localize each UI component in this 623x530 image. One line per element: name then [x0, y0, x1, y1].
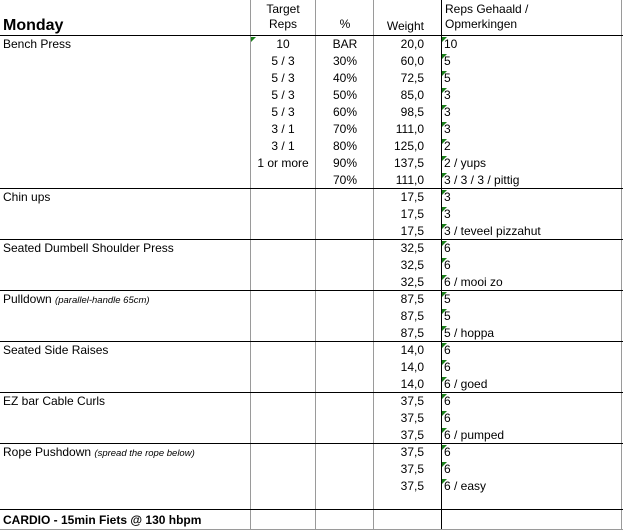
percent-cell[interactable]: 70%	[332, 173, 358, 187]
cell-comment-indicator-icon	[442, 105, 447, 110]
cell-comment-indicator-icon	[442, 224, 447, 229]
exercise-name	[3, 36, 71, 53]
reps-achieved-cell[interactable]: 2 / yups	[444, 156, 487, 170]
reps-achieved-cell[interactable]: 6 / mooi zo	[444, 275, 503, 289]
percent-cell[interactable]: 40%	[332, 71, 358, 85]
reps-achieved-cell[interactable]: 3	[444, 105, 451, 119]
weight-cell[interactable]: 17,5	[400, 207, 424, 221]
cell-comment-indicator-icon	[442, 309, 447, 314]
cell-comment-indicator-icon	[442, 156, 447, 161]
exercise-name	[3, 291, 150, 309]
cell-comment-indicator-icon	[442, 428, 447, 433]
weight-cell[interactable]: 87,5	[400, 292, 424, 306]
cell-comment-indicator-icon	[251, 37, 256, 42]
reps-achieved-cell[interactable]: 6 / easy	[444, 479, 487, 493]
weight-cell[interactable]: 20,0	[400, 37, 424, 51]
reps-achieved-cell[interactable]: 3	[444, 88, 451, 102]
reps-achieved-cell[interactable]: 6	[444, 360, 451, 374]
cell-comment-indicator-icon	[442, 343, 447, 348]
reps-achieved-cell[interactable]: 5	[444, 292, 451, 306]
percent-cell[interactable]: 80%	[332, 139, 358, 153]
weight-cell[interactable]: 125,0	[393, 139, 424, 153]
percent-cell[interactable]: 50%	[332, 88, 358, 102]
reps-achieved-cell[interactable]: 6	[444, 394, 451, 408]
cell-comment-indicator-icon	[442, 360, 447, 365]
reps-achieved-cell[interactable]: 5	[444, 54, 451, 68]
notes-header-line2: Opmerkingen	[445, 17, 518, 31]
cell-comment-indicator-icon	[442, 479, 447, 484]
weight-cell[interactable]: 14,0	[400, 343, 424, 357]
cell-comment-indicator-icon	[442, 122, 447, 127]
cardio-label: CARDIO - 15min Fiets @ 130 hbpm	[3, 513, 202, 527]
target-reps-cell[interactable]: 5 / 3	[271, 105, 295, 119]
reps-achieved-cell[interactable]: 10	[444, 37, 458, 51]
cell-comment-indicator-icon	[442, 326, 447, 331]
reps-achieved-cell[interactable]: 3 / teveel pizzahut	[444, 224, 541, 238]
cell-comment-indicator-icon	[442, 275, 447, 280]
weight-cell[interactable]: 14,0	[400, 360, 424, 374]
cell-comment-indicator-icon	[442, 258, 447, 263]
exercise-name-text: Pulldown	[3, 292, 52, 306]
weight-cell[interactable]: 87,5	[400, 326, 424, 340]
exercise-setup-note: (parallel-handle 65cm)	[55, 295, 150, 306]
weight-cell[interactable]: 32,5	[400, 275, 424, 289]
cell-comment-indicator-icon	[442, 411, 447, 416]
weight-cell[interactable]: 137,5	[393, 156, 424, 170]
exercise-name	[3, 444, 195, 462]
cell-comment-indicator-icon	[442, 88, 447, 93]
exercise-name	[3, 189, 50, 206]
cell-comment-indicator-icon	[442, 37, 447, 42]
exercise-name-text: Rope Pushdown	[3, 445, 92, 459]
cell-comment-indicator-icon	[442, 462, 447, 467]
notes-header-line1: Reps Gehaald /	[445, 2, 529, 16]
cell-comment-indicator-icon	[442, 173, 447, 178]
weight-cell[interactable]: 32,5	[400, 258, 424, 272]
percent-cell[interactable]: 70%	[332, 122, 358, 136]
cell-comment-indicator-icon	[442, 207, 447, 212]
reps-achieved-cell[interactable]: 2	[444, 139, 451, 153]
weight-header: Weight	[386, 19, 424, 33]
weight-cell[interactable]: 32,5	[400, 241, 424, 255]
target-reps-cell[interactable]: 5 / 3	[271, 71, 295, 85]
cell-comment-indicator-icon	[442, 241, 447, 246]
exercise-name-text: Seated Dumbell Shoulder Press	[3, 241, 174, 255]
weight-cell[interactable]: 37,5	[400, 428, 424, 442]
percent-cell[interactable]: BAR	[332, 37, 358, 51]
reps-achieved-cell[interactable]: 5	[444, 309, 451, 323]
weight-cell[interactable]: 111,0	[395, 173, 424, 187]
column-divider	[621, 0, 622, 530]
exercise-name-text: Seated Side Raises	[3, 343, 109, 357]
reps-achieved-cell[interactable]: 3	[444, 122, 451, 136]
day-title: Monday	[3, 17, 64, 34]
weight-cell[interactable]: 37,5	[400, 479, 424, 493]
reps-achieved-cell[interactable]: 5 / hoppa	[444, 326, 495, 340]
weight-cell[interactable]: 72,5	[400, 71, 424, 85]
percent-header: %	[339, 17, 351, 31]
target-reps-header-line1: Target	[266, 2, 300, 16]
weight-cell[interactable]: 37,5	[400, 411, 424, 425]
reps-achieved-cell[interactable]: 3	[444, 207, 451, 221]
reps-achieved-cell[interactable]: 5	[444, 71, 451, 85]
reps-achieved-cell[interactable]: 6 / pumped	[444, 428, 505, 442]
weight-cell[interactable]: 37,5	[400, 394, 424, 408]
weight-cell[interactable]: 37,5	[400, 462, 424, 476]
target-reps-header-line2: Reps	[268, 17, 297, 31]
target-reps-cell[interactable]: 3 / 1	[271, 122, 295, 136]
cell-comment-indicator-icon	[442, 139, 447, 144]
target-reps-cell[interactable]: 3 / 1	[271, 139, 295, 153]
percent-cell[interactable]: 60%	[332, 105, 358, 119]
cell-comment-indicator-icon	[442, 394, 447, 399]
percent-cell[interactable]: 30%	[332, 54, 358, 68]
reps-achieved-cell[interactable]: 6	[444, 411, 451, 425]
exercise-name-text: EZ bar Cable Curls	[3, 394, 106, 408]
reps-achieved-cell[interactable]: 3 / 3 / 3 / pittig	[444, 173, 520, 187]
target-reps-cell[interactable]: 5 / 3	[271, 54, 295, 68]
exercise-name-text: Chin ups	[3, 190, 51, 204]
weight-cell[interactable]: 37,5	[400, 445, 424, 459]
cell-comment-indicator-icon	[442, 377, 447, 382]
reps-achieved-cell[interactable]: 6	[444, 343, 451, 357]
weight-cell[interactable]: 17,5	[400, 224, 424, 238]
weight-cell[interactable]: 98,5	[400, 105, 424, 119]
cardio-divider	[0, 509, 623, 510]
reps-achieved-cell[interactable]: 6	[444, 241, 451, 255]
reps-achieved-cell[interactable]: 3	[444, 190, 451, 204]
weight-cell[interactable]: 111,0	[395, 122, 424, 136]
exercise-name-text: Bench Press	[3, 37, 72, 51]
target-reps-cell[interactable]: 10	[276, 37, 290, 51]
cell-comment-indicator-icon	[442, 71, 447, 76]
weight-cell[interactable]: 85,0	[400, 88, 424, 102]
exercise-name	[3, 342, 108, 359]
exercise-setup-note: (spread the rope below)	[94, 448, 195, 459]
percent-cell[interactable]: 90%	[332, 156, 358, 170]
target-reps-cell[interactable]: 1 or more	[257, 156, 309, 170]
reps-achieved-cell[interactable]: 6	[444, 445, 451, 459]
cell-comment-indicator-icon	[442, 292, 447, 297]
exercise-divider	[0, 188, 623, 189]
reps-achieved-cell[interactable]: 6	[444, 462, 451, 476]
exercise-name	[3, 393, 105, 410]
cell-comment-indicator-icon	[442, 190, 447, 195]
reps-achieved-cell[interactable]: 6 / goed	[444, 377, 488, 391]
weight-cell[interactable]: 87,5	[400, 309, 424, 323]
column-divider	[441, 0, 442, 530]
exercise-name	[3, 240, 174, 257]
cell-comment-indicator-icon	[442, 445, 447, 450]
weight-cell[interactable]: 17,5	[400, 190, 424, 204]
reps-achieved-cell[interactable]: 6	[444, 258, 451, 272]
weight-cell[interactable]: 60,0	[400, 54, 424, 68]
cell-comment-indicator-icon	[442, 54, 447, 59]
weight-cell[interactable]: 14,0	[400, 377, 424, 391]
target-reps-cell[interactable]: 5 / 3	[271, 88, 295, 102]
